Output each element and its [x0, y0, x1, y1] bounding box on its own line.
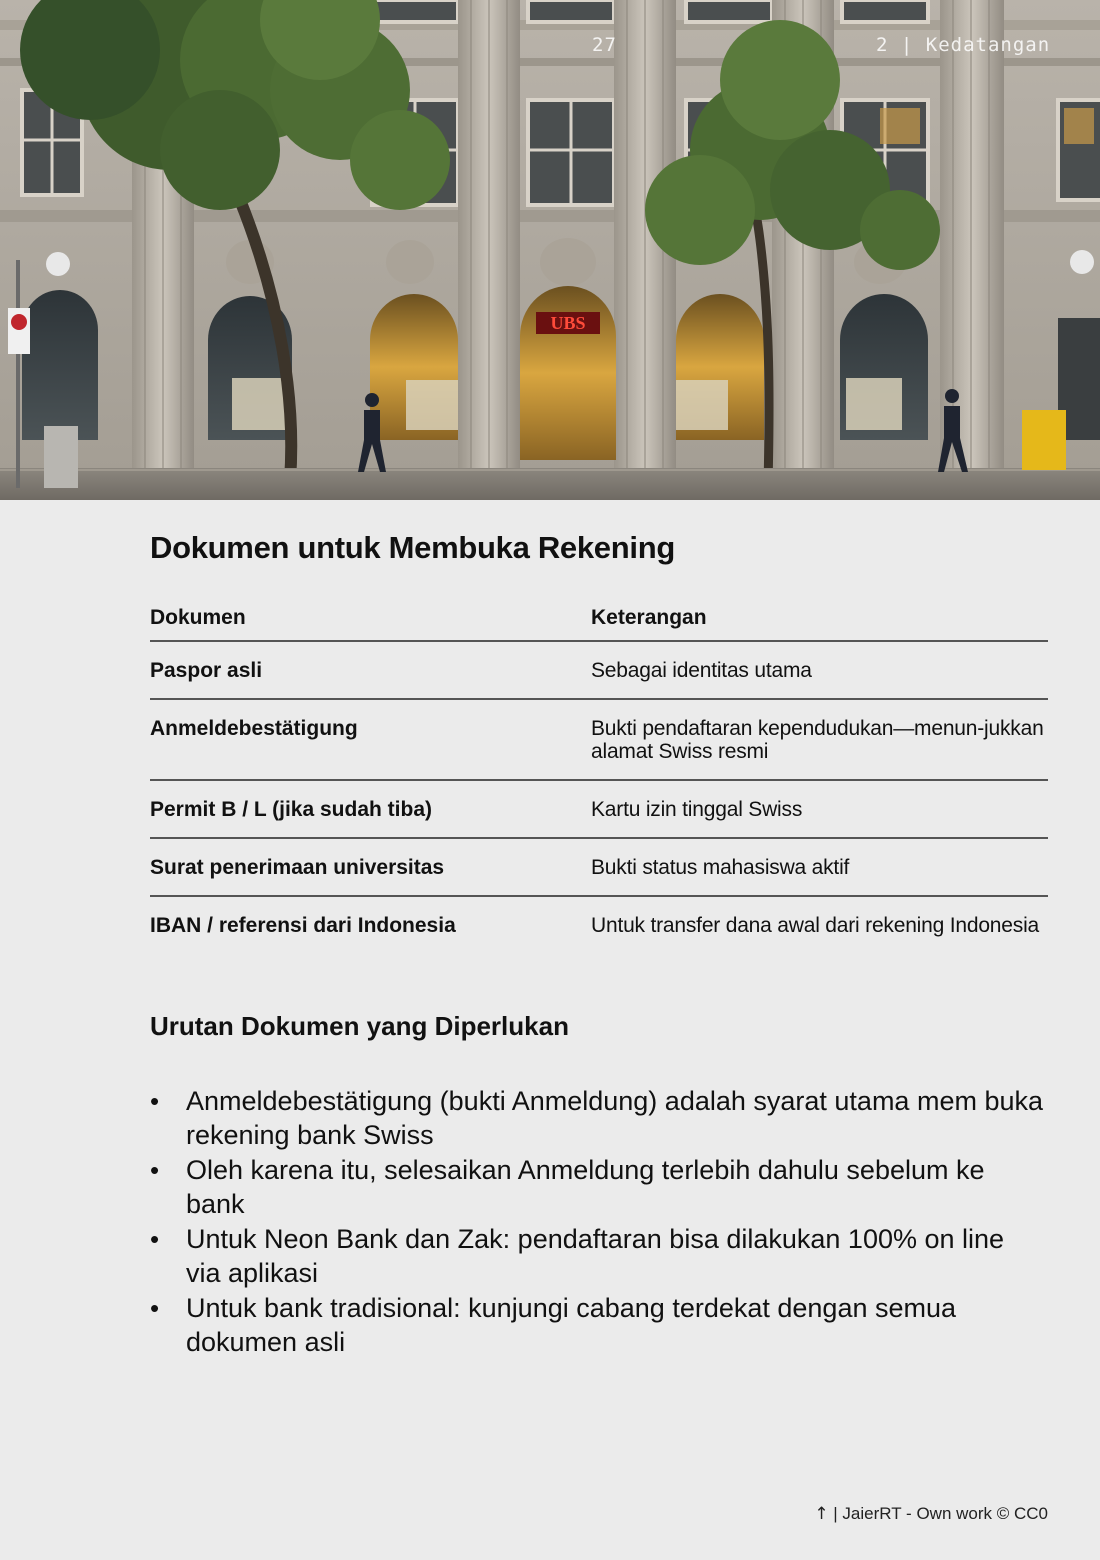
- photo-credit: [814, 1504, 1048, 1524]
- hero-sign-text: UBS: [550, 313, 586, 333]
- chapter-label: 2 | Kedatangan: [876, 34, 1051, 56]
- list-item: • Untuk Neon Bank dan Zak: pendaftaran bisa dilakukan 100% on line via aplikasi: [150, 1222, 1046, 1290]
- bullet-list: [150, 1084, 1048, 1359]
- description-cell: Bukti status mahasiswa aktif: [591, 838, 1048, 896]
- table-row: [150, 641, 1048, 699]
- table-header-row: [150, 606, 1048, 641]
- description-cell: Kartu izin tinggal Swiss: [591, 780, 1048, 838]
- table-row: [150, 699, 1048, 780]
- column-header-document: Dokumen: [150, 606, 591, 641]
- photo-credit-text: | JaierRT - Own work © CC0: [833, 1504, 1048, 1523]
- description-cell: Bukti pendaftaran kependudukan—menun-jukkan alamat Swiss resmi: [591, 699, 1048, 780]
- hero-photo: [0, 0, 1100, 500]
- list-item: • Oleh karena itu, selesaikan Anmeldung terlebih dahulu sebelum ke bank: [150, 1153, 1046, 1221]
- list-item: • Untuk bank tradisional: kunjungi cabang terdekat dengan semua dokumen asli: [150, 1291, 1046, 1359]
- document-cell: Surat penerimaan universitas: [150, 838, 591, 896]
- table-row: [150, 780, 1048, 838]
- page-number: 27: [592, 34, 617, 56]
- page-title: Dokumen untuk Membuka Rekening: [150, 530, 675, 565]
- column-header-description: Keterangan: [591, 606, 1048, 641]
- document-cell: Paspor asli: [150, 641, 591, 699]
- description-cell: Sebagai identitas utama: [591, 641, 1048, 699]
- document-cell: IBAN / referensi dari Indonesia: [150, 914, 456, 937]
- document-cell: Permit B / L (jika sudah tiba): [150, 780, 591, 838]
- arrow-up-icon: ↑: [814, 1504, 829, 1524]
- section-heading: Urutan Dokumen yang Diperlukan: [150, 1011, 569, 1041]
- main-content: [150, 530, 1048, 1360]
- table-row: [150, 838, 1048, 896]
- documents-table: [150, 606, 1048, 953]
- table-row: [150, 896, 1048, 953]
- document-cell: Anmeldebestätigung: [150, 699, 591, 780]
- list-item: • Anmeldebestätigung (bukti Anmeldung) adalah syarat utama mem buka rekening bank Swiss: [150, 1084, 1046, 1152]
- description-cell: Untuk transfer dana awal dari rekening Indonesia: [591, 914, 1040, 937]
